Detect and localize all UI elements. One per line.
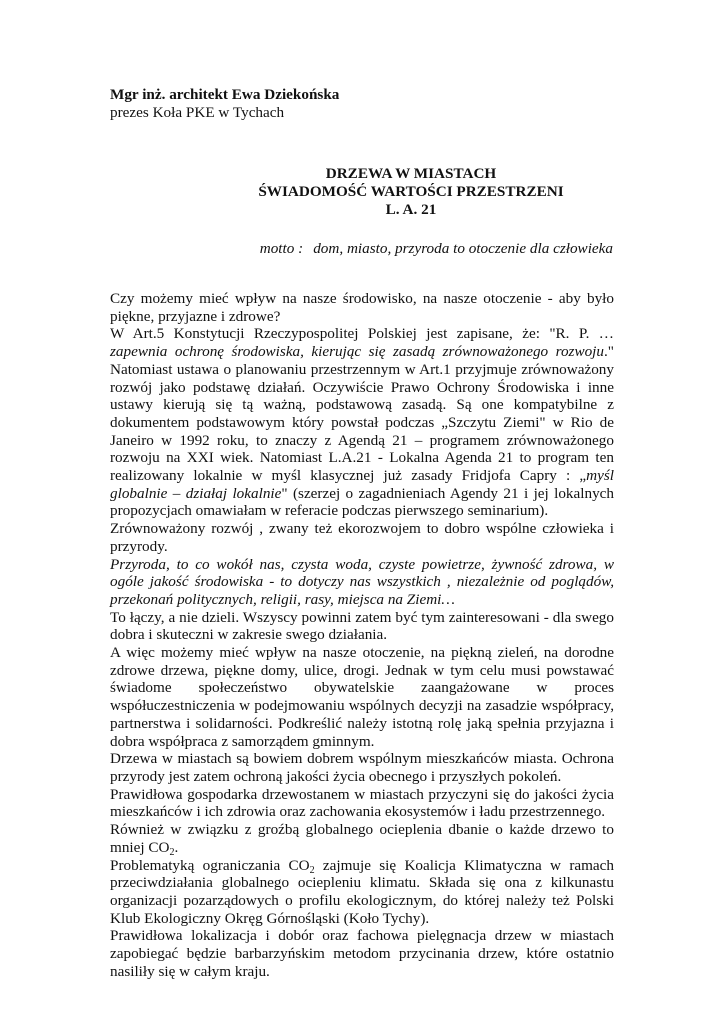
paragraph: Prawidłowa lokalizacja i dobór oraz fachowa pielęgnacja drzew w miastach zapobiegać będzie barbarzyńskim metodom przycinania drzew, które ostatnio nasiliły się w całym kraju. xyxy=(110,927,614,980)
paragraph: Zrównoważony rozwój , zwany też ekorozwojem to dobro wspólne człowieka i przyrody. xyxy=(110,520,614,555)
subscript: 2 xyxy=(309,864,315,876)
paragraph: To łączy, a nie dzieli. Wszyscy powinni zatem być tym zainteresowani - dla swego dobra i skuteczni w zakresie swego działania. xyxy=(110,608,614,644)
title-line-1: DRZEWA W MIASTACH xyxy=(325,165,497,182)
text-run: zajmuje się Koalicja Klimatyczna w ramach przeciwdziałania globalnego ociepleniu klimatu. Składa się ona z kilkunastu organizacji pozarządowych o profilu ekologicznym, do której należy też Polski Klub Ekologiczny Okręg Górnośląski (Koło Tychy). xyxy=(110,856,615,927)
title-line-2: ŚWIADOMOŚĆ WARTOŚCI PRZESTRZENI xyxy=(258,183,564,200)
paragraph-italic: Przyroda, to co wokół nas, czysta woda, czyste powietrze, żywność zdrowa, w ogóle jakość środowiska - to dotyczy nas wszystkich , niezależnie od poglądów, przekonań politycznych, religii, rasy, miejsca na Ziemi… xyxy=(110,555,614,608)
text-run: " (szerzej o zagadnieniach Agendy 21 i jej lokalnych propozycjach omawiałam w referacie podczas pierwszego seminarium). xyxy=(110,484,615,520)
title-line-3: L. A. 21 xyxy=(385,201,437,218)
document-title xyxy=(0,165,724,219)
quote-italic: zapewnia ochronę środowiska, kierując się zasadą zrównoważonego rozwoju xyxy=(110,343,604,361)
motto xyxy=(260,240,613,258)
motto-text: dom, miasto, przyroda to otoczenie dla człowieka xyxy=(313,240,613,257)
paragraph xyxy=(110,821,614,856)
paragraph: Prawidłowa gospodarka drzewostanem w miastach przyczyni się do jakości życia mieszkańców i ich zdrowia oraz zachowania ekosystemów i ładu przestrzennego. xyxy=(110,785,614,821)
paragraph: A więc możemy mieć wpływ na nasze otoczenie, na piękną zieleń, na dorodne zdrowe drzewa, piękne domy, ulice, drogi. Jednak w tym celu musi powstawać świadome społeczeństwo obywatelskie zaangażowane w proces współuczestniczenia w podejmowaniu wspólnych decyzji na zasadzie współpracy, partnerstwa i solidarności. Podkreślić należy istotną rolę jaką spełnia przyjazna i dobra współpraca z samorządem gminnym. xyxy=(110,644,614,750)
paragraph: Drzewa w miastach są bowiem dobrem wspólnym mieszkańców miasta. Ochrona przyrody jest zatem ochroną jakości życia obecnego i przyszłych pokoleń. xyxy=(110,750,614,785)
text-run: Również w związku z groźbą globalnego ocieplenia dbanie o każde drzewo to mniej CO xyxy=(110,821,614,856)
author-role: prezes Koła PKE w Tychach xyxy=(110,104,285,121)
subscript: 2 xyxy=(169,846,175,858)
text-run: . xyxy=(174,838,179,856)
body-text xyxy=(110,290,614,980)
author-name: Mgr inż. architekt Ewa Dziekońska xyxy=(110,86,340,103)
paragraph: Czy możemy mieć wpływ na nasze środowisko, na nasze otoczenie - aby było piękne, przyjazne i zdrowe? xyxy=(110,290,614,325)
text-run: W Art.5 Konstytucji Rzeczypospolitej Polskiej jest zapisane, że: "R. P. … xyxy=(110,325,614,343)
motto-italic: myśl globalnie – działaj lokalnie xyxy=(110,467,614,502)
paragraph xyxy=(110,857,614,928)
author-block xyxy=(110,86,339,122)
text-run: ." Natomiast ustawa o planowaniu przestrzennym w Art.1 przyjmuje zrównoważony rozwój jako podstawę działań. Oczywiście Prawo Ochrony Środowiska i inne ustawy kierują się tą ważną, podstawową zasadą. Są one kompatybilne z dokumentem podstawowym który powstał podczas „Szczytu Ziemi" w Rio de Janeiro w 1992 roku, to znaczy z Agendą 21 – programem zrównoważonego rozwoju na XXI wiek. Natomiast L.A.21 - Lokalna Agenda 21 to program ten realizowany lokalnie w myśl klasycznej już zasady Fridjofa Capry : „ xyxy=(110,343,614,485)
motto-label: motto : xyxy=(259,240,304,257)
text-run: Problematyką ograniczania CO xyxy=(110,856,310,874)
paragraph xyxy=(110,325,614,520)
